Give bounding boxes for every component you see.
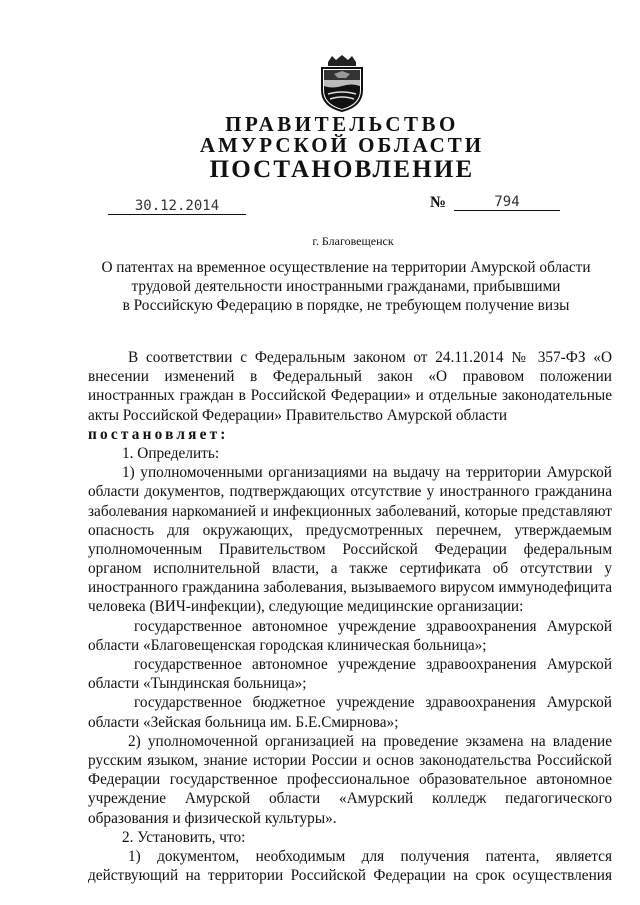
body-line: иностранного гражданина заболевания, вызываемого вирусом иммунодефицита	[88, 579, 612, 597]
body-line: области «Благовещенская городская клиническая больница»;	[88, 636, 487, 654]
body-line: русским языком, знание истории России и основ законодательства Российской	[88, 751, 612, 769]
body-line: действующий на территории Российской Федерации на срок осуществления	[88, 867, 612, 885]
body-line: государственное автономное учреждение здравоохранения Амурской	[134, 617, 612, 635]
body-line: области документов, подтверждающих отсутствие у иностранного гражданина	[88, 483, 612, 501]
government-name-line2: АМУРСКОЙ ОБЛАСТИ	[199, 133, 485, 157]
body-line: Федерации государственное профессиональное образовательное автономное	[88, 771, 612, 789]
date-underline	[108, 214, 246, 215]
body-line: человека (ВИЧ-инфекции), следующие медицинские организации:	[88, 598, 524, 616]
coat-of-arms-icon	[318, 54, 366, 112]
body-line: 1) уполномоченными организациями на выдачу на территории Амурской	[122, 464, 612, 482]
body-line: области «Тындинская больница»;	[88, 675, 307, 693]
body-line: опасность для окружающих, предусмотренных перечнем, утверждаемым	[88, 521, 612, 539]
body-line: 1) документом, необходимым для получения патента, является	[128, 847, 612, 865]
document-subject	[96, 258, 596, 315]
subject-line: трудовой деятельности иностранными гражданами, прибывшими	[131, 278, 561, 295]
document-body	[88, 348, 612, 885]
body-line: иностранных граждан в Российской Федерации» и отдельные законодательные	[88, 387, 612, 405]
body-line: акты Российской Федерации» Правительство Амурской области	[88, 406, 508, 424]
body-line: 1. Определить:	[122, 444, 220, 462]
document-type-title: ПОСТАНОВЛЕНИЕ	[209, 156, 475, 183]
body-line: заболевания наркоманией и инфекционных заболеваний, которые представляют	[88, 502, 612, 520]
subject-line: О патентах на временное осуществление на территории Амурской области	[101, 259, 591, 276]
government-name-line1: ПРАВИТЕЛЬСТВО	[225, 112, 459, 136]
body-line: государственное бюджетное учреждение здравоохранения Амурской	[134, 694, 612, 712]
decree-word: постановляет:	[88, 425, 229, 443]
body-line: В соответствии с Федеральным законом от 24.11.2014 № 357-ФЗ «О	[128, 349, 612, 366]
body-line: области «Зейская больница им. Б.Е.Смирнова»;	[88, 713, 399, 731]
document-date: 30.12.2014	[134, 198, 220, 214]
body-line: государственное автономное учреждение здравоохранения Амурской	[134, 656, 612, 673]
body-line: 2) уполномоченной организацией на проведение экзамена на владение	[128, 732, 612, 750]
body-line: внесении изменений в Федеральный закон «О правовом положении	[88, 368, 612, 386]
body-line: 2. Установить, что:	[122, 828, 246, 846]
body-line: органом исполнительной власти, а также сертификата об отсутствии у	[88, 560, 612, 578]
body-line: учреждение Амурской области «Амурский колледж педагогического	[88, 790, 612, 808]
number-underline	[454, 210, 560, 211]
number-sign: №	[430, 194, 447, 211]
city-name: г. Благовещенск	[312, 234, 394, 248]
subject-line: в Российскую Федерацию в порядке, не требующем получение визы	[122, 297, 570, 314]
document-number: 794	[494, 194, 520, 210]
body-line: уполномоченным Правительством Российской Федерации федеральным	[88, 540, 612, 558]
body-line: образования и физической культуры».	[88, 809, 337, 827]
